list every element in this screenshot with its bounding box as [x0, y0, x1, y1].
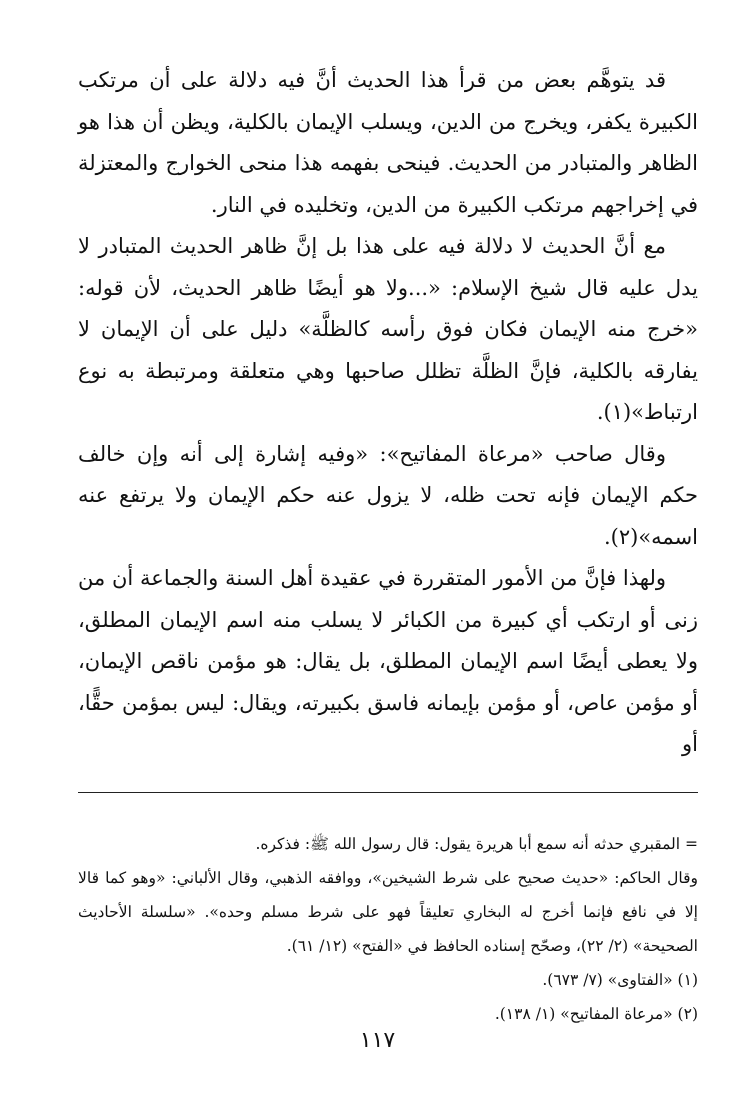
- paragraph-4: ولهذا فإنَّ من الأمور المتقررة في عقيدة أهل السنة والجماعة أن من زنى أو ارتكب أي كبيرة من الكبائر لا يسلب منه اسم الإيمان المطلق، ولا يعطى أيضًا اسم الإيمان المطلق، بل يقال: هو مؤمن ناقص الإيمان، أو مؤمن عاص، أو مؤمن بإيمانه فاسق بكبيرته، ويقال: ليس بمؤمن حقًّا، أو: [78, 566, 698, 756]
- page-content: [78, 60, 698, 1031]
- footnote-hakim: وقال الحاكم: «حديث صحيح على شرط الشيخين»، ووافقه الذهبي، وقال الألباني: «وهو كما قالا إلا في نافع فإنما أخرج له البخاري تعليقاً فهو على شرط مسلم وحده». «سلسلة الأحاديث الصحيحة» (٢/ ٢٢)، وصحّح إسناده الحافظ في «الفتح» (١٢/ ٦١).: [78, 868, 698, 955]
- page-number: ١١٧: [359, 1028, 396, 1053]
- main-text: [78, 60, 698, 766]
- paragraph-3: وقال صاحب «مرعاة المفاتيح»: «وفيه إشارة إلى أنه وإن خالف حكم الإيمان فإنه تحت ظله، لا يزول عنه حكم الإيمان ولا يرتفع عنه اسمه»(٢).: [78, 441, 698, 549]
- footnote-2: (٢) «مرعاة المفاتيح» (١/ ١٣٨).: [494, 1004, 698, 1023]
- footnotes: [78, 827, 698, 1031]
- footnote-1: (١) «الفتاوى» (٧/ ٦٧٣).: [542, 970, 698, 989]
- paragraph-2: مع أنَّ الحديث لا دلالة فيه على هذا بل إنَّ ظاهر الحديث المتبادر لا يدل عليه قال شيخ الإسلام: «...ولا هو أيضًا ظاهر الحديث، لأن قوله: «خرج منه الإيمان فكان فوق رأسه كالظلَّة» دليل على أن الإيمان لا يفارقه بالكلية، فإنَّ الظلَّة تظلل صاحبها وهي متعلقة ومرتبطة به نوع ارتباط»(١).: [78, 234, 698, 424]
- footnote-continuation: = المقبري حدثه أنه سمع أبا هريرة يقول: قال رسول الله ﷺ: فذكره.: [255, 834, 698, 853]
- paragraph-1: قد يتوهَّم بعض من قرأ هذا الحديث أنَّ فيه دلالة على أن مرتكب الكبيرة يكفر، ويخرج من الدين، ويسلب الإيمان بالكلية، ويظن أن هذا هو الظاهر والمتبادر من الحديث. فينحى بفهمه هذا منحى الخوارج والمعتزلة في إخراجهم مرتكب الكبيرة من الدين، وتخليده في النار.: [78, 68, 698, 217]
- footnote-separator: [78, 792, 698, 793]
